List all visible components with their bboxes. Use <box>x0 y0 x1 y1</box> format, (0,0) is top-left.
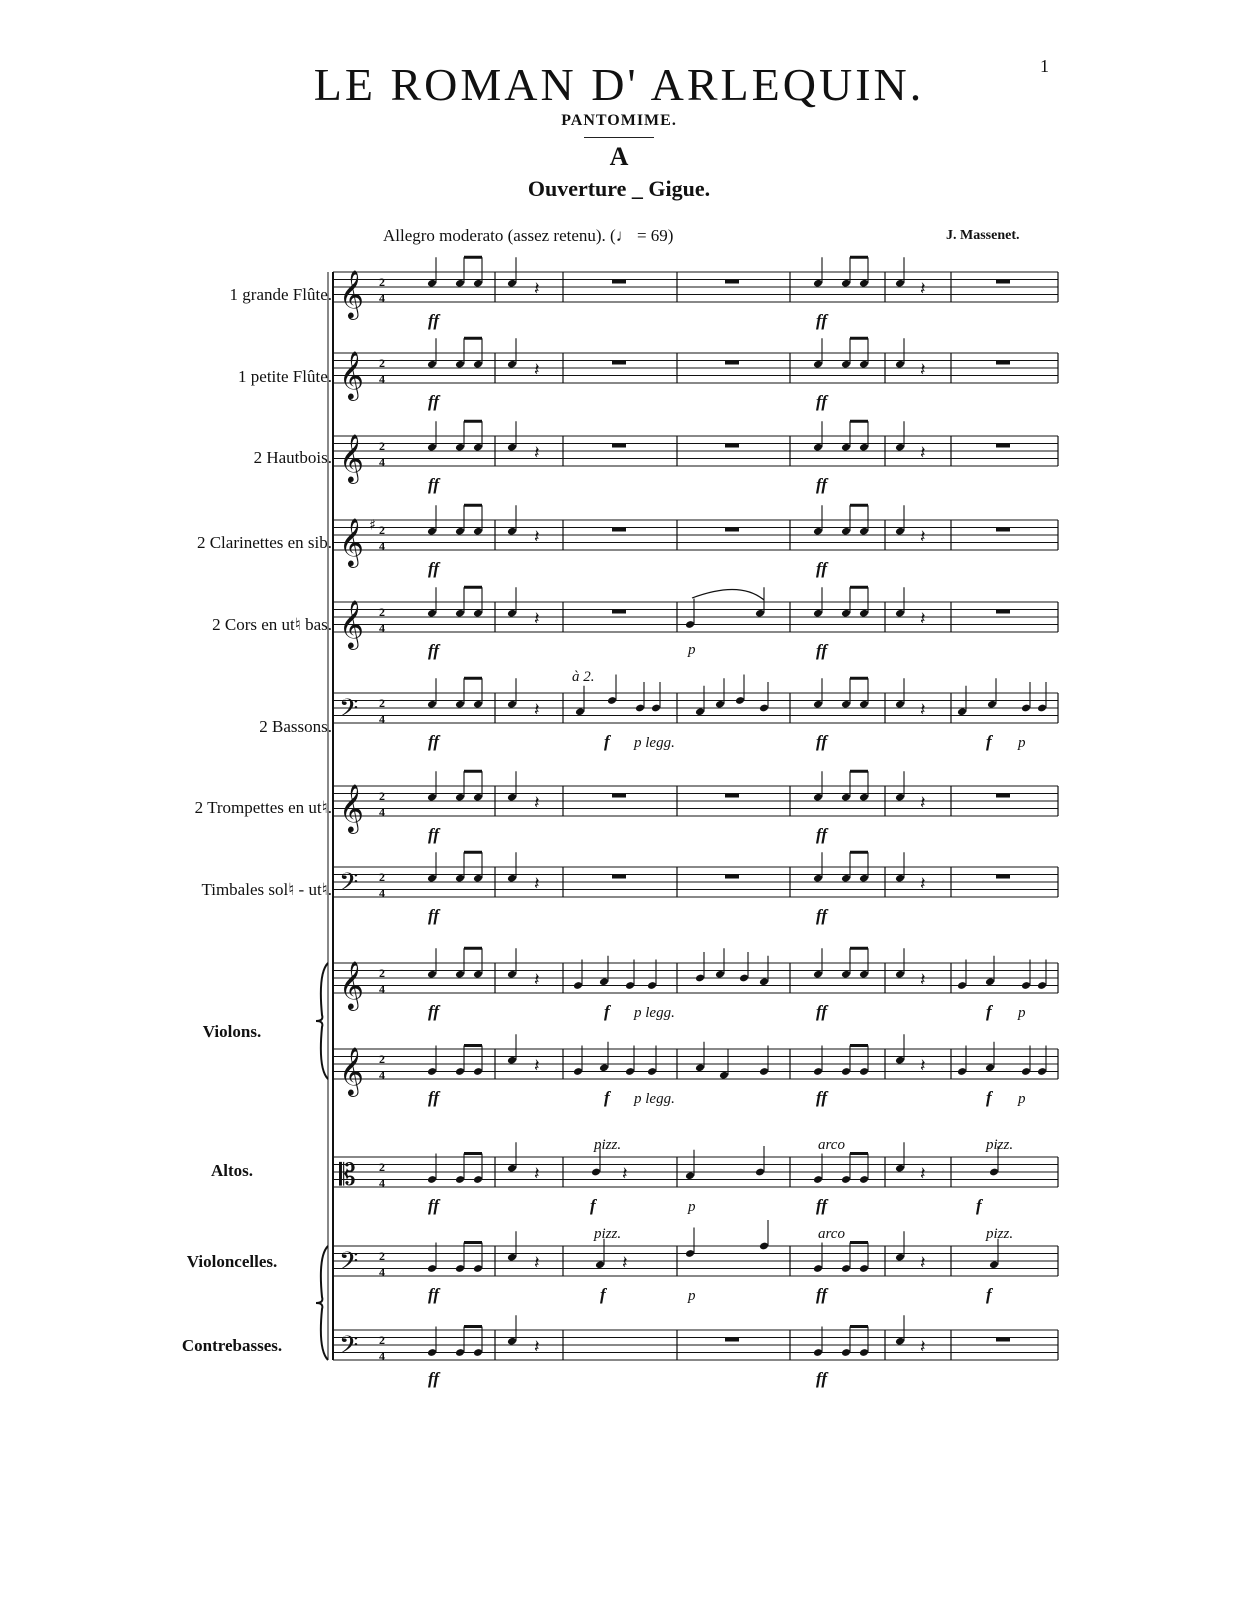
measure-rest <box>612 610 626 614</box>
dynamic-marking: p <box>688 642 696 658</box>
time-signature-top: 2 <box>379 1249 385 1263</box>
time-signature-bottom: 4 <box>379 1176 385 1190</box>
time-signature-top: 2 <box>379 605 385 619</box>
key-sharp-icon: ♯ <box>369 517 376 534</box>
dynamic-marking: ff <box>428 559 440 578</box>
measure-rest <box>996 528 1010 532</box>
dynamic-marking: ff <box>816 1285 828 1304</box>
quarter-rest-icon: 𝄽 <box>534 526 540 548</box>
time-signature-top: 2 <box>379 275 385 289</box>
dynamic-marking: ff <box>428 1285 440 1304</box>
quarter-rest-icon: 𝄽 <box>920 1336 926 1358</box>
dynamic-marking: ff <box>816 1369 828 1388</box>
measure-rest <box>725 875 739 879</box>
quarter-rest-icon: 𝄽 <box>920 359 926 381</box>
time-signature-bottom: 4 <box>379 886 385 900</box>
clef-icon: 𝄢 <box>339 1247 359 1282</box>
quarter-rest-icon: 𝄽 <box>920 608 926 630</box>
instrument-label-clarinettes: 2 Clarinettes en sib. <box>196 533 332 552</box>
dynamic-marking: ff <box>428 825 440 844</box>
dynamic-marking: ff <box>428 475 440 494</box>
clef-icon: 𝄞 <box>339 783 364 832</box>
quarter-rest-icon: 𝄽 <box>622 1163 628 1185</box>
dynamic-marking: ff <box>428 906 440 925</box>
arco-marking: arco <box>818 1226 845 1242</box>
quarter-rest-icon: 𝄽 <box>534 1336 540 1358</box>
clef-icon: 𝄢 <box>339 1331 359 1366</box>
dynamic-marking: ff <box>816 641 828 660</box>
quarter-rest-icon: 𝄽 <box>920 278 926 300</box>
clef-icon: 𝄢 <box>339 868 359 903</box>
note-group <box>427 257 1047 1357</box>
instrument-label-hautbois: 2 Hautbois. <box>253 448 332 467</box>
time-signature-top: 2 <box>379 789 385 803</box>
dynamic-marking: ff <box>428 732 440 751</box>
clef-icon: 𝄞 <box>339 433 364 482</box>
time-signature-top: 2 <box>379 439 385 453</box>
dynamic-marking: ff <box>428 1196 440 1215</box>
dynamic-marking: ff <box>816 1002 828 1021</box>
time-signature-top: 2 <box>379 1052 385 1066</box>
quarter-rest-icon: 𝄽 <box>920 1055 926 1077</box>
instrument-label-timbales: Timbales sol♮ - ut♮. <box>201 880 332 899</box>
dynamic-marking: f <box>976 1196 982 1215</box>
quarter-rest-icon: 𝄽 <box>920 792 926 814</box>
dynamic-marking: ff <box>816 732 828 751</box>
quarter-rest-icon: 𝄽 <box>622 1252 628 1274</box>
dynamic-marking: f <box>604 732 610 751</box>
time-signature-bottom: 4 <box>379 1265 385 1279</box>
quarter-rest-icon: 𝄽 <box>534 608 540 630</box>
expression-marking: p <box>1018 735 1026 751</box>
measure-rest <box>725 361 739 365</box>
measure-rest <box>996 444 1010 448</box>
composer: J. Massenet. <box>946 228 1020 243</box>
brace-violins <box>316 963 328 1079</box>
quarter-rest-icon: 𝄽 <box>534 969 540 991</box>
time-signature-bottom: 4 <box>379 372 385 386</box>
time-signature-top: 2 <box>379 356 385 370</box>
clef-icon: 𝄞 <box>339 517 364 566</box>
marking-group <box>428 311 1026 1388</box>
quarter-rest-icon: 𝄽 <box>920 1163 926 1185</box>
time-signature-top: 2 <box>379 1333 385 1347</box>
time-signature-top: 2 <box>379 966 385 980</box>
measure-rest <box>725 528 739 532</box>
clef-icon: 𝄞 <box>339 1046 364 1095</box>
measure-rest <box>996 794 1010 798</box>
dynamic-marking: ff <box>428 311 440 330</box>
measure-rest <box>612 280 626 284</box>
measure-rest <box>725 280 739 284</box>
time-signature-top: 2 <box>379 696 385 710</box>
time-signature-bottom: 4 <box>379 621 385 635</box>
pizz-marking: pizz. <box>594 1226 622 1242</box>
dynamic-marking: f <box>986 1002 992 1021</box>
pizz-marking: pizz. <box>986 1137 1014 1153</box>
dynamic-marking: ff <box>816 559 828 578</box>
measure-rest <box>725 794 739 798</box>
instrument-label-altos: Altos. <box>210 1161 254 1180</box>
instrument-label-grande-flute: 1 grande Flûte. <box>229 285 332 304</box>
measure-rest <box>996 875 1010 879</box>
slur <box>692 589 764 600</box>
instrument-label-violons: Violons. <box>202 1022 262 1041</box>
dynamic-marking: f <box>986 1285 992 1304</box>
dynamic-marking: ff <box>816 475 828 494</box>
quarter-rest-icon: 𝄽 <box>534 1055 540 1077</box>
quarter-rest-icon: 𝄽 <box>920 873 926 895</box>
measure-rest <box>612 875 626 879</box>
time-signature-top: 2 <box>379 1160 385 1174</box>
instrument-label-bassons: 2 Bassons. <box>259 717 332 736</box>
dynamic-marking: ff <box>816 906 828 925</box>
time-signature-top: 2 <box>379 870 385 884</box>
pizz-marking: pizz. <box>986 1226 1014 1242</box>
dynamic-marking: f <box>604 1002 610 1021</box>
subtitle: PANTOMIME. <box>561 112 677 129</box>
expression-marking: p <box>1018 1091 1026 1107</box>
quarter-rest-icon: 𝄽 <box>920 442 926 464</box>
measure-rest <box>612 361 626 365</box>
time-signature-bottom: 4 <box>379 1068 385 1082</box>
page-title: LE ROMAN D' ARLEQUIN. <box>313 59 925 110</box>
dynamic-marking: ff <box>428 1088 440 1107</box>
dynamic-marking: f <box>604 1088 610 1107</box>
time-signature-bottom: 4 <box>379 539 385 553</box>
dynamic-marking: f <box>986 1088 992 1107</box>
dynamic-marking: ff <box>428 392 440 411</box>
pizz-marking: pizz. <box>594 1137 622 1153</box>
time-signature-bottom: 4 <box>379 455 385 469</box>
measure-rest <box>725 1338 739 1342</box>
quarter-rest-icon: 𝄽 <box>920 526 926 548</box>
measure-rest <box>612 528 626 532</box>
section-letter: A <box>609 142 629 171</box>
a2-marking: à 2. <box>572 669 595 685</box>
dynamic-marking: p <box>688 1288 696 1304</box>
quarter-rest-icon: 𝄽 <box>534 1252 540 1274</box>
dynamic-marking: f <box>600 1285 606 1304</box>
quarter-rest-icon: 𝄽 <box>920 969 926 991</box>
time-signature-bottom: 4 <box>379 805 385 819</box>
quarter-rest-icon: 𝄽 <box>534 442 540 464</box>
arco-marking: arco <box>818 1137 845 1153</box>
expression-marking: p legg. <box>634 1091 675 1107</box>
clef-icon: 𝄡 <box>339 1158 356 1193</box>
instrument-label-contrebasses: Contrebasses. <box>181 1336 283 1355</box>
quarter-rest-icon: 𝄽 <box>534 699 540 721</box>
instrument-label-violoncelles: Violoncelles. <box>186 1252 278 1271</box>
page-number: 1 <box>1040 56 1049 76</box>
dynamic-marking: ff <box>816 825 828 844</box>
time-signature-bottom: 4 <box>379 1349 385 1363</box>
dynamic-marking: ff <box>428 1002 440 1021</box>
measure-rest <box>612 794 626 798</box>
time-signature-top: 2 <box>379 523 385 537</box>
quarter-rest-icon: 𝄽 <box>534 278 540 300</box>
dynamic-marking: ff <box>816 392 828 411</box>
dynamic-marking: ff <box>428 641 440 660</box>
measure-rest <box>996 361 1010 365</box>
measure-rest <box>996 280 1010 284</box>
instrument-label-trompettes: 2 Trompettes en ut♮. <box>194 798 332 817</box>
measure-rest <box>612 444 626 448</box>
dynamic-marking: f <box>986 732 992 751</box>
clef-icon: 𝄞 <box>339 269 364 318</box>
dynamic-marking: ff <box>816 311 828 330</box>
quarter-rest-icon: 𝄽 <box>534 359 540 381</box>
quarter-rest-icon: 𝄽 <box>534 792 540 814</box>
instrument-label-petite-flute: 1 petite Flûte. <box>238 367 332 386</box>
quarter-rest-icon: 𝄽 <box>534 1163 540 1185</box>
clef-icon: 𝄞 <box>339 599 364 648</box>
dynamic-marking: ff <box>428 1369 440 1388</box>
measure-rest <box>996 1338 1010 1342</box>
quarter-rest-icon: 𝄽 <box>920 699 926 721</box>
expression-marking: p legg. <box>634 1005 675 1021</box>
expression-marking: p <box>1018 1005 1026 1021</box>
clef-icon: 𝄢 <box>339 694 359 729</box>
dynamic-marking: ff <box>816 1088 828 1107</box>
brace-low-strings <box>316 1246 328 1360</box>
clef-icon: 𝄞 <box>339 960 364 1009</box>
dynamic-marking: f <box>590 1196 596 1215</box>
quarter-rest-icon: 𝄽 <box>534 873 540 895</box>
dynamic-marking: ff <box>816 1196 828 1215</box>
measure-rest <box>725 444 739 448</box>
time-signature-bottom: 4 <box>379 982 385 996</box>
clef-icon: 𝄞 <box>339 350 364 399</box>
dynamic-marking: p <box>688 1199 696 1215</box>
tempo-marking: Allegro moderato (assez retenu). (♩ = 69) <box>383 226 674 245</box>
expression-marking: p legg. <box>634 735 675 751</box>
time-signature-bottom: 4 <box>379 291 385 305</box>
instrument-label-cors: 2 Cors en ut♮ bas. <box>212 615 332 634</box>
measure-rest <box>996 610 1010 614</box>
quarter-rest-icon: 𝄽 <box>920 1252 926 1274</box>
movement-title: Ouverture _ Gigue. <box>527 176 711 201</box>
time-signature-bottom: 4 <box>379 712 385 726</box>
